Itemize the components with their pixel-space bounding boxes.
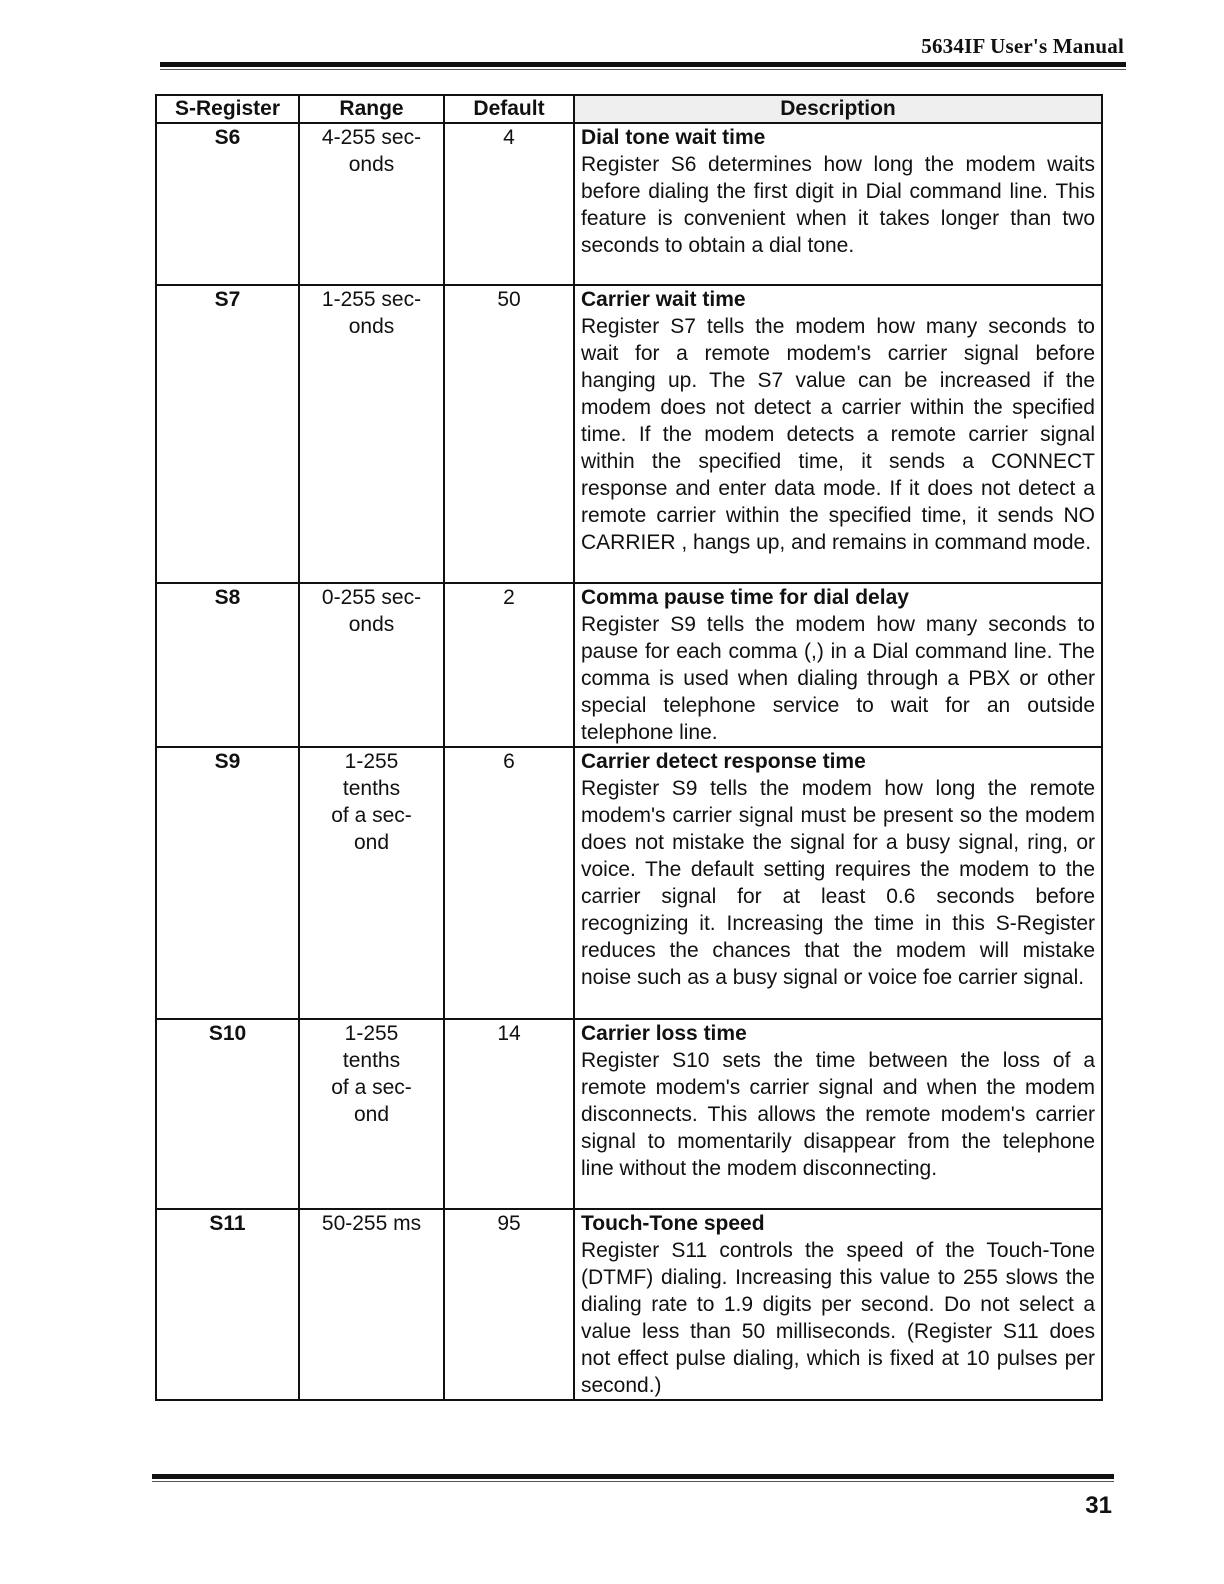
description-body: Register S11 controls the speed of the Touch-Tone (DTMF) dialing. Increasing this value to 255 slows the dialing rate to 1.9 digits per second. Do not select a value less than 50 milliseconds. (Register S11 does not effect pulse dialing, which is fixed at 10 pulses per second.) <box>581 1239 1095 1397</box>
table-row <box>156 1209 1102 1400</box>
register-cell: S11 <box>156 1209 299 1400</box>
description-body: Register S10 sets the time between the loss of a remote modem's carrier signal and when the modem disconnects. This allows the remote modem's carrier signal to momentarily disappear from the telephone line without the modem disconnecting. <box>581 1049 1095 1180</box>
range-cell: 1-255 tenths of a sec- ond <box>299 747 444 1019</box>
description-title: Carrier loss time <box>581 1022 747 1045</box>
description-cell <box>574 583 1102 747</box>
description-cell <box>574 1209 1102 1400</box>
header-rule <box>160 62 1126 67</box>
column-header-range: Range <box>299 95 444 123</box>
footer-rule-thin <box>152 1481 1114 1482</box>
table-row <box>156 583 1102 747</box>
description-cell <box>574 123 1102 285</box>
register-cell: S9 <box>156 747 299 1019</box>
column-header-register: S-Register <box>156 95 299 123</box>
description-body: Register S6 determines how long the modem waits before dialing the first digit in Dial command line. This feature is convenient when it takes longer than two seconds to obtain a dial tone. <box>581 153 1095 257</box>
page-number: 31 <box>1085 1492 1112 1519</box>
default-cell: 95 <box>444 1209 574 1400</box>
default-cell: 50 <box>444 285 574 583</box>
column-header-default: Default <box>444 95 574 123</box>
manual-title: 5634IF User's Manual <box>921 34 1124 58</box>
register-cell: S10 <box>156 1019 299 1209</box>
table-row <box>156 285 1102 583</box>
description-cell <box>574 285 1102 583</box>
range-cell: 50-255 ms <box>299 1209 444 1400</box>
description-cell <box>574 747 1102 1019</box>
description-title: Carrier wait time <box>581 288 746 311</box>
footer-rule <box>152 1474 1114 1479</box>
column-header-description: Description <box>574 95 1102 123</box>
range-cell: 1-255 sec- onds <box>299 285 444 583</box>
description-cell <box>574 1019 1102 1209</box>
description-body: Register S7 tells the modem how many seconds to wait for a remote modem's carrier signal before hanging up. The S7 value can be increased if the modem does not detect a carrier within the specified time. If the modem detects a remote carrier signal within the specified time, it sends a CONNECT response and enter data mode. If it does not detect a remote carrier within the specified time, it sends NO CARRIER , hangs up, and remains in command mode. <box>581 315 1095 554</box>
default-cell: 6 <box>444 747 574 1019</box>
table-header-row <box>156 95 1102 123</box>
table-row <box>156 747 1102 1019</box>
table-row <box>156 1019 1102 1209</box>
range-cell: 0-255 sec- onds <box>299 583 444 747</box>
table-row <box>156 123 1102 285</box>
register-cell: S8 <box>156 583 299 747</box>
description-title: Carrier detect response time <box>581 750 866 773</box>
description-body: Register S9 tells the modem how long the remote modem's carrier signal must be present so the modem does not mistake the signal for a busy signal, ring, or voice. The default setting requires the modem to the carrier signal for at least 0.6 seconds before recognizing it. Increasing the time in this S-Register reduces the chances that the modem will mistake noise such as a busy signal or voice foe carrier signal. <box>581 777 1095 989</box>
range-cell: 1-255 tenths of a sec- ond <box>299 1019 444 1209</box>
description-title: Dial tone wait time <box>581 126 766 149</box>
register-cell: S6 <box>156 123 299 285</box>
default-cell: 14 <box>444 1019 574 1209</box>
description-title: Comma pause time for dial delay <box>581 586 909 609</box>
s-register-table <box>155 94 1103 1401</box>
register-cell: S7 <box>156 285 299 583</box>
default-cell: 2 <box>444 583 574 747</box>
header-rule-thin <box>160 69 1126 70</box>
default-cell: 4 <box>444 123 574 285</box>
description-body: Register S9 tells the modem how many seconds to pause for each comma (,) in a Dial command line. The comma is used when dialing through a PBX or other special telephone service to wait for an outside telephone line. <box>581 613 1095 744</box>
range-cell: 4-255 sec- onds <box>299 123 444 285</box>
description-title: Touch-Tone speed <box>581 1212 765 1235</box>
